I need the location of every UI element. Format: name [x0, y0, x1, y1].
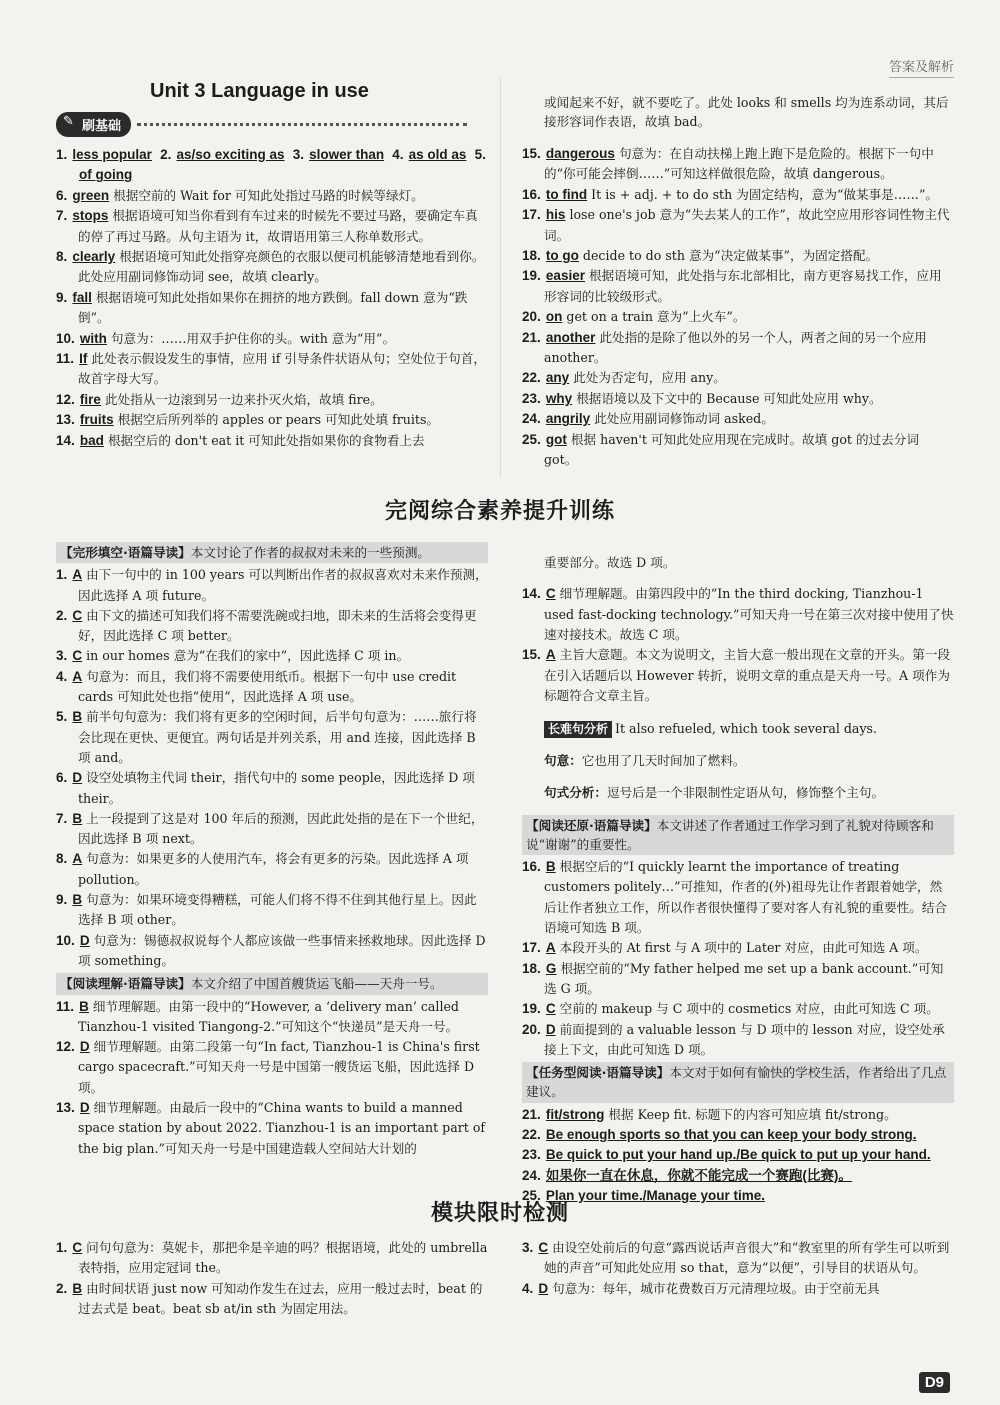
list-item: 2. B 由时间状语 just now 可知动作发生在过去，应用一般过去时，beat 的过去式是 beat。beat sb at/in sth 为固定用法。	[56, 1280, 483, 1317]
dotted-rule	[137, 123, 467, 126]
list-item: 11. B 细节理解题。由第一段中的“However, a ‘delivery man’ called Tianzhou-1 visited Tiangong-2.”可知这个“快递员”是天舟一号。	[56, 998, 459, 1034]
header-answers-label: 答案及解析	[889, 56, 954, 78]
section3-left-column	[56, 1238, 488, 1320]
list-item: 19. easier 根据语境可知，此处指与东北部相比，南方更容易找工作，应用形容词的比较级形式。	[522, 268, 942, 304]
continuation-text: 或闻起来不好，就不要吃了。此处 looks 和 smells 均为连系动词，其后接形容词作表语，故填 bad。	[544, 94, 949, 129]
sentence-structure: 句式分析：逗号后是一个非限制性定语从句，修饰整个主句。	[544, 784, 885, 800]
list-item: 22. Be enough sports so that you can keep your body strong.	[522, 1126, 917, 1142]
passage-intro-banner: 【阅读理解·语篇导读】本文介绍了中国首艘货运飞船——天舟一号。	[56, 973, 488, 994]
list-item: 8. clearly 根据语境可知此处指穿亮颜色的衣服以便司机能够清楚地看到你。此处应用副词修饰动词 see，故填 clearly。	[56, 249, 485, 285]
section3-title: 模块限时检测	[430, 1201, 569, 1226]
list-item: 24. angrily 此处应用副词修饰动词 asked。	[522, 411, 774, 427]
section2-right-column	[522, 540, 954, 1206]
list-item: 3. C 由设空处前后的句意“露西说话声音很大”和“教室里的所有学生可以听到她的声音”可知此处应用 so that，意为“以便”，引导目的状语从句。	[522, 1240, 950, 1276]
passage-intro-banner: 【完形填空·语篇导读】本文讨论了作者的叔叔对未来的一些预测。	[56, 542, 488, 563]
list-item: 24. 如果你一直在休息，你就不能完成一个赛跑(比赛)。	[522, 1167, 852, 1183]
list-item: 9. fall 根据语境可知此处指如果你在拥挤的地方跌倒。fall down 意为“跌倒”。	[56, 289, 468, 326]
basic-badge	[56, 112, 467, 137]
section2-left-column	[56, 540, 488, 1159]
section1-left-column	[56, 145, 488, 451]
list-item: 10. with 句意为：……用双手护住你的头。with 意为“用”。	[56, 330, 396, 346]
list-item: 5. B 前半句句意为：我们将有更多的空闲时间，后半句句意为：……旅行将会比现在更快、更便宜。两句话是并列关系，用 and 连接，因此选择 B 项 and。	[56, 709, 477, 765]
section1-right-column	[522, 80, 954, 471]
column-divider	[500, 78, 501, 478]
list-item: 7. stops 根据语境可知当你看到有车过来的时候先不要过马路，要确定车真的停了再过马路。从句主语为 it，故谓语用第三人称单数形式。	[56, 208, 478, 244]
list-item: 14. bad 根据空后的 don't eat it 可知此处指如果你的食物看上去	[56, 432, 425, 448]
list-item: 25. got 根据 haven't 可知此处应用现在完成时。故填 got 的过去分词 got。	[522, 431, 919, 468]
list-item: 18. G 根据空前的“My father helped me set up a bank account.”可知选 G 项。	[522, 960, 944, 996]
list-item: 9. B 句意为：如果环境变得糟糕，可能人们将不得不住到其他行星上。因此选择 B 项 other。	[56, 892, 477, 928]
list-item: 4. A 句意为：而且，我们将不需要使用纸币。根据下一句中 use credit cards 可知此处也指“使用”，因此选择 A 项 use。	[56, 668, 457, 705]
list-item: 15. dangerous 句意为：在自动扶梯上跑上跑下是危险的。根据下一句中的“你可能会摔倒……”可知这样做很危险，故填 dangerous。	[522, 146, 934, 182]
list-item: 2. C 由下文的描述可知我们将不需要洗碗或扫地，即未来的生活将会变得更好，因此选择 C 项 better。	[56, 607, 477, 644]
sentence-meaning: 句意：它也用了几天时间加了燃料。	[544, 752, 746, 768]
list-item: 23. why 根据语境以及下文中的 Because 可知此处应用 why。	[522, 390, 882, 406]
list-item: 20. on get on a train 意为“上火车”。	[522, 309, 746, 325]
list-item: 19. C 空前的 makeup 与 C 项中的 cosmetics 对应，由此可知选 C 项。	[522, 1001, 939, 1017]
list-item: 16. to find It is + adj. + to do sth 为固定结构，意为“做某事是……”。	[522, 186, 938, 202]
list-item: 22. any 此处为否定句，应用 any。	[522, 370, 726, 386]
page-number: D9	[919, 1372, 950, 1393]
long-sentence-analysis: 长难句分析 It also refueled, which took several days.	[522, 719, 954, 738]
list-item: 3. C in our homes 意为“在我们的家中”，因此选择 C 项 in。	[56, 648, 410, 664]
list-item: 12. fire 此处指从一边滚到另一边来扑灭火焰，故填 fire。	[56, 391, 383, 407]
list-item: 12. D 细节理解题。由第二段第一句“In fact, Tianzhou-1 is China's first cargo spacecraft.”可知天舟一号是中国第一艘货运飞船，因此选择 D 项。	[56, 1039, 480, 1095]
list-item: 23. Be quick to put your hand up./Be quick to put up your hand.	[522, 1147, 931, 1163]
list-item: 1. A 由下一句中的 in 100 years 可以判断出作者的叔叔喜欢对未来作预测，因此选择 A 项 future。	[56, 567, 488, 603]
list-item: 21. another 此处指的是除了他以外的另一个人，两者之间的另一个应用 another。	[522, 329, 927, 366]
list-item: 1. C 问句句意为：莫妮卡，那把伞是辛迪的吗？根据语境，此处的 umbrella 表特指，应用定冠词 the。	[56, 1240, 488, 1276]
list-item: 13. D 细节理解题。由最后一段中的“China wants to build a manned space station by about 2022. Tianzhou-1 is an important part of the big plan.”可知天舟一号是中国建造载人空间站大计划的	[56, 1100, 486, 1156]
list-item: 14. C 细节理解题。由第四段中的“In the third docking, Tianzhou-1 used fast-docking technology.”可知天舟一号在第三次对接中使用了快速对接技术。故选 C 项。	[522, 586, 954, 643]
passage-intro-banner: 【阅读还原·语篇导读】本文讲述了作者通过工作学习到了礼貌对待顾客和说“谢谢”的重要性。	[522, 815, 954, 856]
unit-title: Unit 3 Language in use	[150, 80, 369, 102]
section3-right-column	[522, 1238, 954, 1299]
list-item: 18. to go decide to do sth 意为“决定做某事”，为固定搭配。	[522, 248, 879, 264]
list-item: 21. fit/strong 根据 Keep fit. 标题下的内容可知应填 fit/strong。	[522, 1106, 897, 1122]
list-item: 17. A 本段开头的 At first 与 A 项中的 Later 对应，由此可知选 A 项。	[522, 940, 928, 956]
continuation-text: 重要部分。故选 D 项。	[544, 554, 676, 570]
list-item: 6. green 根据空前的 Wait for 可知此处指过马路的时候等绿灯。	[56, 187, 424, 203]
list-item: 7. B 上一段提到了这是对 100 年后的预测，因此此处指的是在下一个世纪，因此选择 B 项 next。	[56, 810, 484, 847]
list-item: 17. his lose one's job 意为“失去某人的工作”，故此空应用形容词性物主代词。	[522, 207, 950, 243]
list-item: 16. B 根据空后的“I quickly learnt the importance of treating customers politely…”可推知，作者的(外)祖母先让作者跟着她学，然后让作者独立工作，所以作者很快懂得了要对客人有礼貌的重要性。结合语境可知选 B 项。	[522, 859, 947, 936]
list-item: 6. D 设空处填物主代词 their，指代句中的 some people，因此选择 D 项 their。	[56, 770, 475, 806]
list-item: 11. If 此处表示假设发生的事情，应用 if 引导条件状语从句；空处位于句首，故首字母大写。	[56, 351, 486, 387]
list-item: 8. A 句意为：如果更多的人使用汽车，将会有更多的污染。因此选择 A 项 pollution。	[56, 851, 469, 887]
list-item: 10. D 句意为：锡德叔叔说每个人都应该做一些事情来拯救地球。因此选择 D 项 something。	[56, 932, 486, 968]
list-item: 4. D 句意为：每年，城市花费数百万元清理垃圾。由于空前无具	[522, 1280, 880, 1296]
pencil-icon: ✎ 刷基础	[56, 112, 131, 137]
list-item: 25. Plan your time./Manage your time.	[522, 1187, 765, 1203]
list-item: 15. A 主旨大意题。本文为说明文，主旨大意一般出现在文章的开头。第一段在引入话题后以 However 转折，说明文章的重点是天舟一号。A 项作为标题符合文章主旨。	[522, 647, 951, 703]
section2-title: 完阅综合素养提升训练	[384, 499, 615, 524]
passage-intro-banner: 【任务型阅读·语篇导读】本文对于如何有愉快的学校生活，作者给出了几点建议。	[522, 1062, 954, 1103]
list-item: 1. less popular 2. as/so exciting as 3. slower than 4. as old as 5. of going	[56, 147, 486, 183]
list-item: 20. D 前面提到的 a valuable lesson 与 D 项中的 lesson 对应，设空处承接上下文，由此可知选 D 项。	[522, 1021, 945, 1057]
list-item: 13. fruits 根据空后所列举的 apples or pears 可知此处填 fruits。	[56, 412, 440, 428]
